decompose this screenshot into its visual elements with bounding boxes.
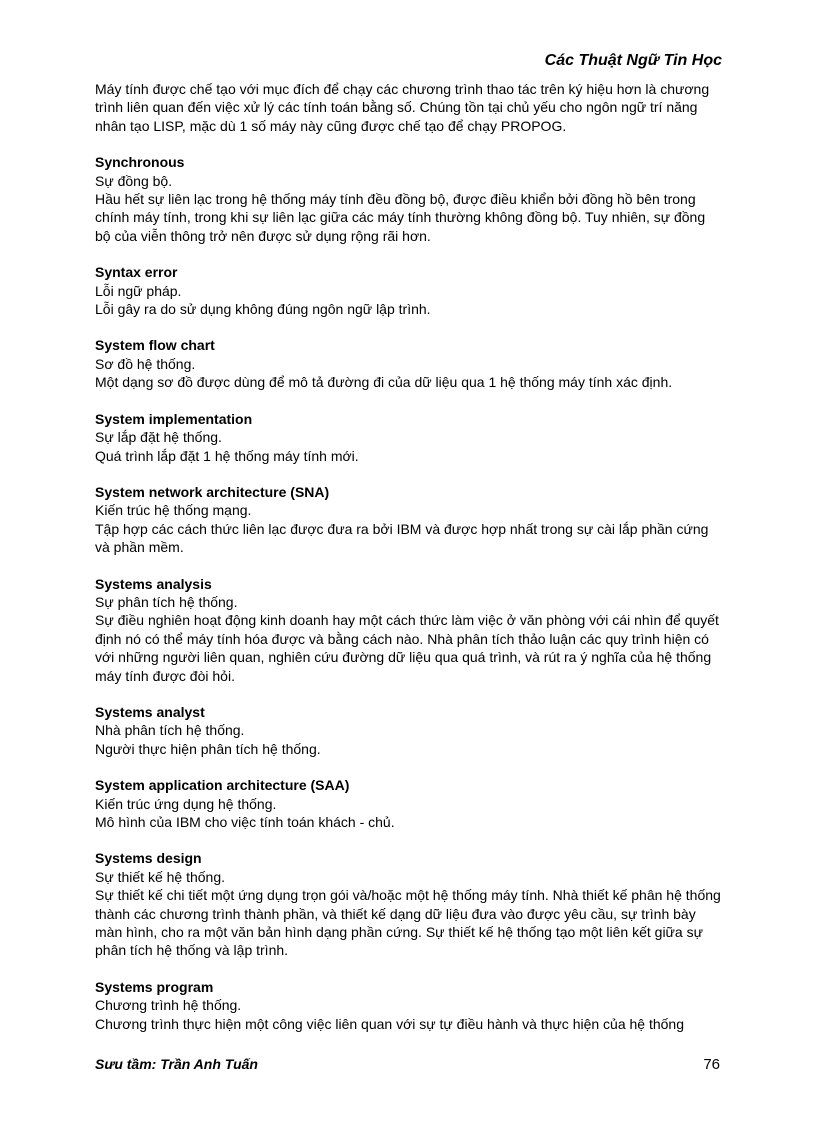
glossary-entry [95, 703, 723, 758]
entry-translation: Sự lắp đặt hệ thống. [95, 429, 222, 446]
entry-description: Sự thiết kế chi tiết một ứng dụng trọn gói và/hoặc một hệ thống máy tính. Nhà thiết kế phân hệ thống thành các chương trình thành phần, và thiết kế dạng dữ liệu đưa vào được yêu cầu, sự trình bày màn hình, cho ra một văn bản hình dạng phần cứng. Sự thiết kế hệ thống tạo một liên kết giữa sự phân tích hệ thống và lập trình. [95, 887, 721, 959]
glossary-entry [95, 336, 723, 391]
entry-term: System application architecture (SAA) [95, 777, 350, 794]
glossary-entry [95, 776, 723, 831]
document-body [95, 80, 723, 1051]
entry-term: Systems program [95, 978, 214, 995]
glossary-entry [95, 575, 723, 685]
entry-translation: Sự đồng bộ. [95, 172, 173, 189]
entry-translation: Nhà phân tích hệ thống. [95, 722, 245, 739]
footer-author: Sưu tầm: Trần Anh Tuấn [95, 1056, 258, 1072]
entry-translation: Lỗi ngữ pháp. [95, 282, 182, 299]
entry-term: System implementation [95, 410, 253, 427]
entry-description: Lỗi gây ra do sử dụng không đúng ngôn ngữ lập trình. [95, 301, 431, 318]
entry-description: Người thực hiện phân tích hệ thống. [95, 740, 321, 757]
entry-description: Sự điều nghiên hoạt động kinh doanh hay một cách thức làm việc ở văn phòng với cái nhìn để quyết định nó có thể máy tính hóa được và bằng cách nào. Nhà phân tích thảo luận các quy trình hiện có với những người liên quan, nghiên cứu đường dữ liệu qua quá trình, và rút ra ý nghĩa của hệ thống máy tính được đòi hỏi. [95, 612, 719, 684]
entry-description: Hầu hết sự liên lạc trong hệ thống máy tính đều đồng bộ, được điều khiển bởi đồng hồ bên trong chính máy tính, trong khi sự liên lạc giữa các máy tính thường không đồng bộ. Tuy nhiên, sự đồng bộ của viễn thông trở nên được sử dụng rộng rãi hơn. [95, 191, 706, 244]
entry-translation: Sự phân tích hệ thống. [95, 593, 238, 610]
entry-term: Synchronous [95, 154, 185, 171]
entry-description: Một dạng sơ đồ được dùng để mô tả đường đi của dữ liệu qua 1 hệ thống máy tính xác định. [95, 374, 673, 391]
entry-term: Syntax error [95, 264, 178, 281]
glossary-entry [95, 153, 723, 245]
glossary-entry [95, 410, 723, 465]
glossary-entry [95, 849, 723, 959]
entry-translation: Sự thiết kế hệ thống. [95, 868, 226, 885]
entry-translation: Kiến trúc hệ thống mạng. [95, 502, 252, 519]
glossary-entry [95, 483, 723, 557]
glossary-entry [95, 978, 723, 1033]
entry-description: Tập hợp các cách thức liên lạc được đưa ra bởi IBM và được hợp nhất trong sự cài lắp phần cứng và phần mềm. [95, 520, 709, 556]
entry-description: Chương trình thực hiện một công việc liên quan với sự tự điều hành và thực hiện của hệ thống [95, 1015, 685, 1032]
entry-term: Systems analysis [95, 575, 212, 592]
intro-paragraph: Máy tính được chế tạo với mục đích để chạy các chương trình thao tác trên ký hiệu hơn là chương trình liên quan đến việc xử lý các tính toán bằng số. Chúng tồn tại chủ yếu cho ngôn ngữ trí năng nhân tạo LISP, mặc dù 1 số máy này cũng được chế tạo để chạy PROPOG. [95, 81, 710, 134]
entry-description: Mô hình của IBM cho việc tính toán khách - chủ. [95, 814, 395, 830]
page-header-title: Các Thuật Ngữ Tin Học [544, 52, 722, 69]
entry-translation: Chương trình hệ thống. [95, 997, 242, 1014]
glossary-entry [95, 263, 723, 318]
entry-term: System flow chart [95, 337, 215, 354]
entry-term: System network architecture (SNA) [95, 483, 330, 500]
entry-translation: Sơ đồ hệ thống. [95, 355, 196, 372]
entry-term: Systems analyst [95, 703, 205, 720]
entry-description: Quá trình lắp đặt 1 hệ thống máy tính mới. [95, 447, 359, 464]
entry-translation: Kiến trúc ứng dụng hệ thống. [95, 795, 277, 812]
page-number: 76 [703, 1056, 720, 1073]
entry-term: Systems design [95, 850, 202, 867]
